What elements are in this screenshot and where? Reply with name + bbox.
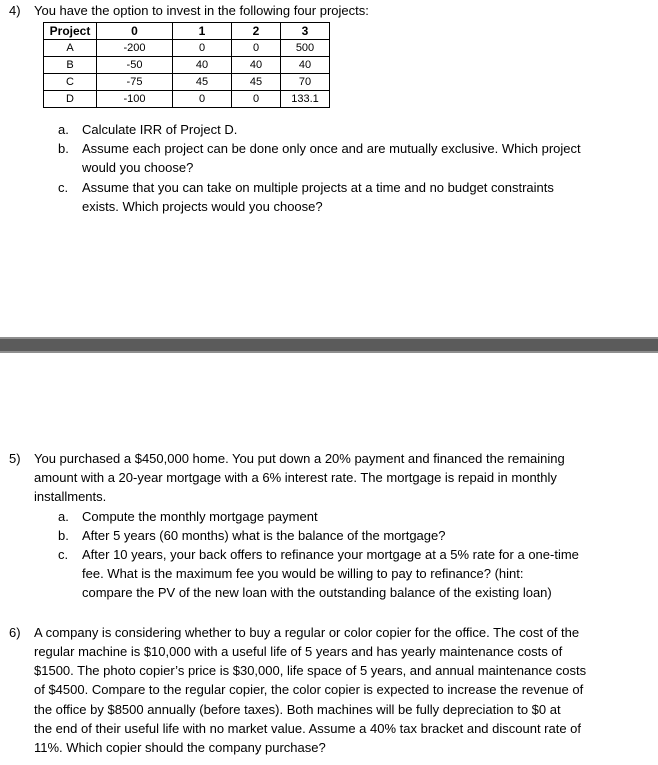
table-header-row — [44, 23, 330, 40]
table-cell: -100 — [97, 91, 173, 108]
subquestion-label: c. — [58, 547, 69, 562]
question-text: the end of their useful life with no market value. Assume a 40% tax bracket and discount rate of — [34, 721, 582, 736]
header-year-2: 2 — [232, 23, 281, 40]
subquestion-text: fee. What is the maximum fee you would be willing to pay to refinance? (hint: — [82, 566, 524, 581]
table-cell: D — [44, 91, 97, 108]
table-cell: C — [44, 74, 97, 91]
table-cell: 500 — [281, 40, 330, 57]
subquestion-text: After 5 years (60 months) what is the balance of the mortgage? — [82, 528, 446, 543]
question-number: 5) — [9, 451, 21, 466]
subquestion-label: a. — [58, 509, 69, 524]
subquestion-text: Compute the monthly mortgage payment — [82, 509, 318, 524]
question-text: of $4500. Compare to the regular copier, the color copier is expected to increase the revenue of — [34, 682, 584, 697]
table-cell: 70 — [281, 74, 330, 91]
table-cell: -200 — [97, 40, 173, 57]
table-cell: 40 — [232, 57, 281, 74]
table-cell: 0 — [232, 40, 281, 57]
question-text: 11%. Which copier should the company purchase? — [34, 740, 326, 755]
question-text: You purchased a $450,000 home. You put down a 20% payment and financed the remaining — [34, 451, 565, 466]
table-cell: 45 — [232, 74, 281, 91]
table-cell: 40 — [173, 57, 232, 74]
header-year-0: 0 — [97, 23, 173, 40]
question-text: amount with a 20-year mortgage with a 6% interest rate. The mortgage is repaid in monthly — [34, 470, 557, 485]
question-intro: You have the option to invest in the following four projects: — [34, 3, 369, 18]
subquestion-text: Calculate IRR of Project D. — [82, 122, 238, 137]
subquestion-label: c. — [58, 180, 69, 195]
question-number: 6) — [9, 625, 21, 640]
subquestion-text: After 10 years, your back offers to refinance your mortgage at a 5% rate for a one-time — [82, 547, 579, 562]
header-year-1: 1 — [173, 23, 232, 40]
subquestion-label: b. — [58, 141, 69, 156]
page-break-divider — [0, 337, 658, 353]
table-row — [44, 74, 330, 91]
question-text: $1500. The photo copier’s price is $30,000, life space of 5 years, and annual maintenance costs — [34, 663, 587, 678]
table-cell: 45 — [173, 74, 232, 91]
table-cell: A — [44, 40, 97, 57]
subquestion-text: compare the PV of the new loan with the outstanding balance of the existing loan) — [82, 585, 552, 600]
table-cell: 40 — [281, 57, 330, 74]
header-project: Project — [44, 23, 97, 40]
table-row — [44, 40, 330, 57]
question-number: 4) — [9, 3, 21, 18]
header-year-3: 3 — [281, 23, 330, 40]
question-text: regular machine is $10,000 with a useful life of 5 years and has yearly maintenance costs of — [34, 644, 563, 659]
subquestion-text: would you choose? — [82, 160, 194, 175]
table-cell: 0 — [173, 40, 232, 57]
table-row — [44, 57, 330, 74]
table-cell: 0 — [232, 91, 281, 108]
table-cell: B — [44, 57, 97, 74]
subquestion-text: Assume each project can be done only once and are mutually exclusive. Which project — [82, 141, 581, 156]
subquestion-label: a. — [58, 122, 69, 137]
table-cell: 0 — [173, 91, 232, 108]
subquestion-label: b. — [58, 528, 69, 543]
table-cell: 133.1 — [281, 91, 330, 108]
table-cell: -75 — [97, 74, 173, 91]
table-cell: -50 — [97, 57, 173, 74]
question-text: installments. — [34, 489, 107, 504]
subquestion-text: exists. Which projects would you choose? — [82, 199, 323, 214]
subquestion-text: Assume that you can take on multiple projects at a time and no budget constraints — [82, 180, 554, 195]
table-row — [44, 91, 330, 108]
question-text: A company is considering whether to buy a regular or color copier for the office. The cost of the — [34, 625, 580, 640]
projects-table — [43, 22, 330, 108]
question-text: the office by $8500 annually (before taxes). Both machines will be fully depreciation to $0 at — [34, 702, 561, 717]
